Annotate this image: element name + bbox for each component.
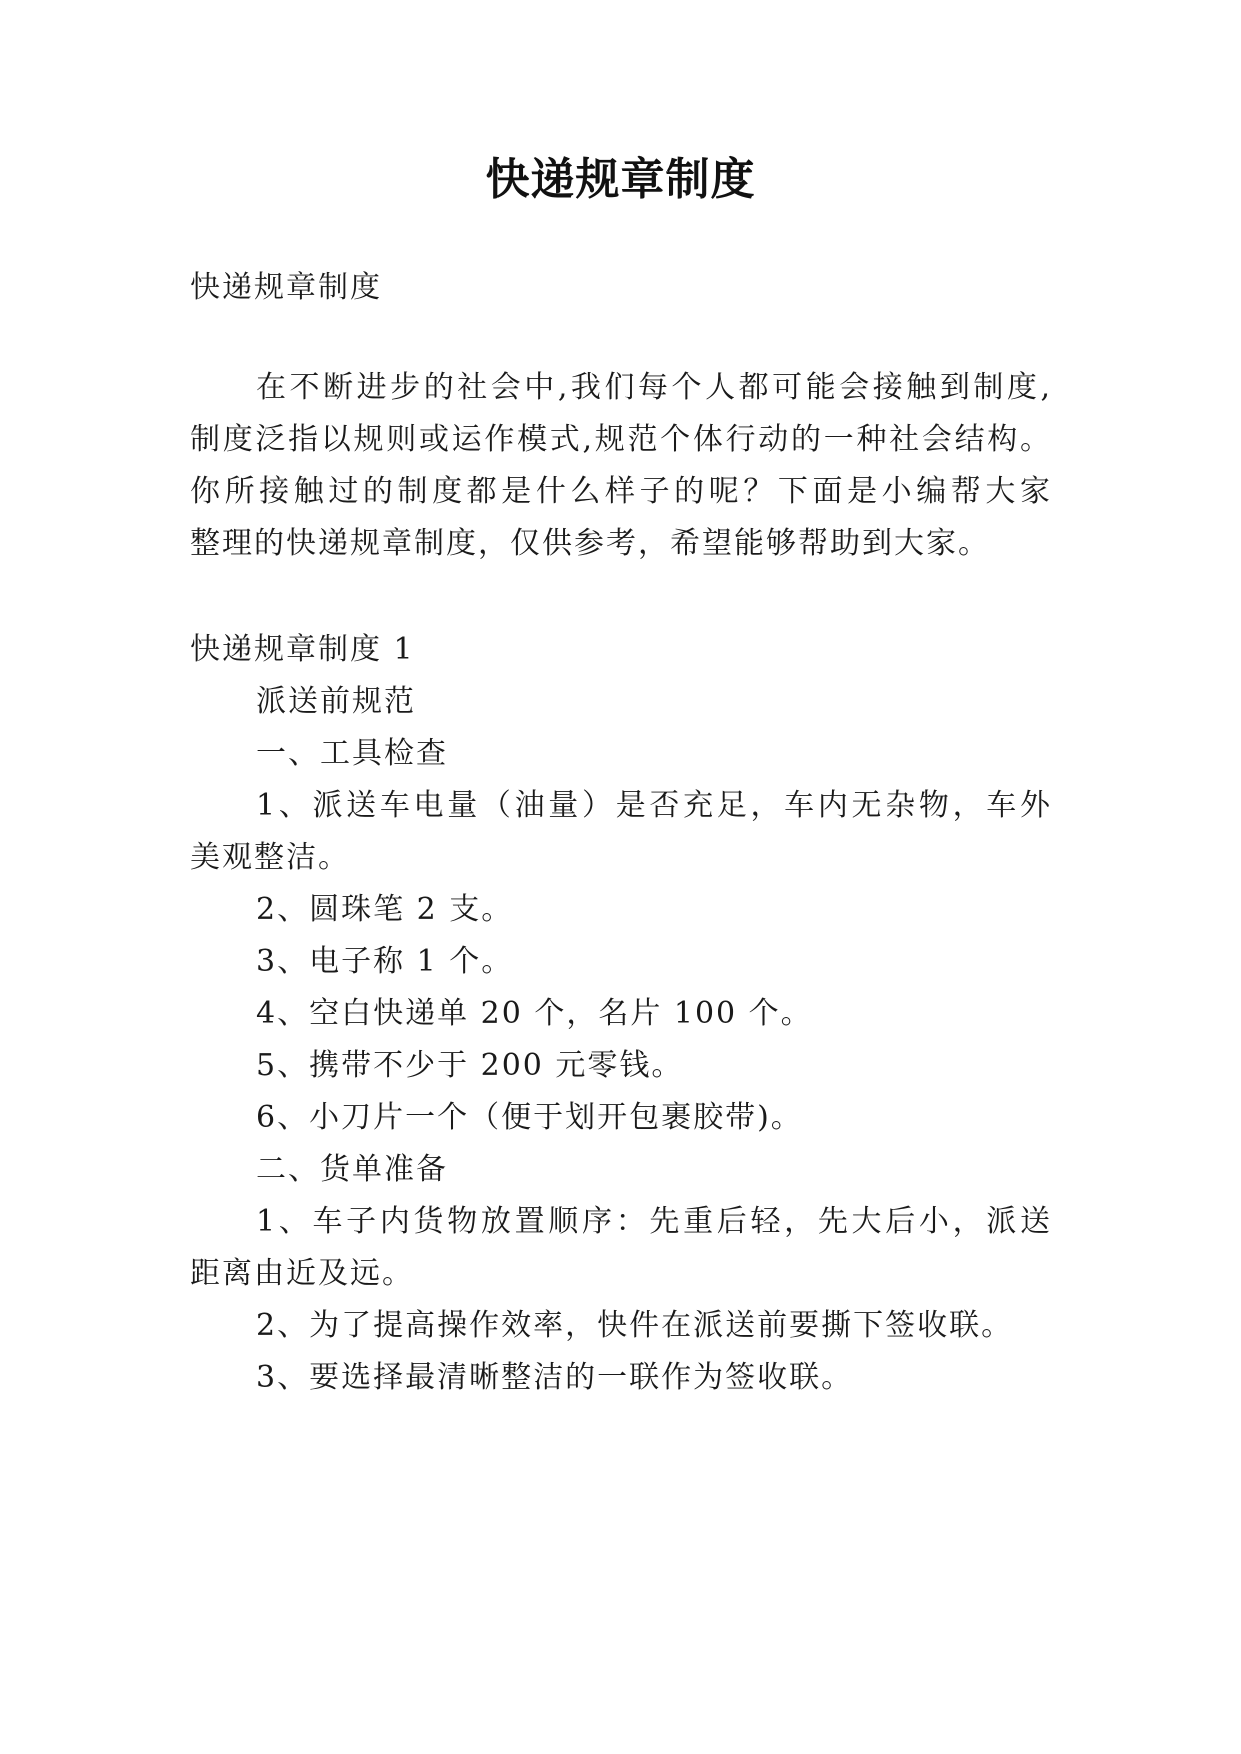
intro-line-2: 制度泛指以规则或运作模式,规范个体行动的一种社会结构。 xyxy=(190,422,1052,457)
part1-title: 一、工具检查 xyxy=(256,736,448,771)
intro-line-3: 你所接触过的制度都是什么样子的呢？下面是小编帮大家 xyxy=(190,474,1052,509)
section-heading: 派送前规范 xyxy=(256,684,416,719)
list-item-6: 6、小刀片一个（便于划开包裹胶带)。 xyxy=(256,1100,803,1135)
part2-item-3: 3、要选择最清晰整洁的一联作为签收联。 xyxy=(256,1360,854,1395)
intro-line-1: 在不断进步的社会中,我们每个人都可能会接触到制度, xyxy=(256,370,1052,405)
part2-item-1-line-2: 距离由近及远。 xyxy=(190,1256,414,1291)
list-item-2: 2、圆珠笔 2 支。 xyxy=(256,892,514,927)
document-title: 快递规章制度 xyxy=(485,154,756,205)
section-title: 快递规章制度 1 xyxy=(190,632,415,667)
list-item-5: 5、携带不少于 200 元零钱。 xyxy=(256,1048,684,1083)
part2-title: 二、货单准备 xyxy=(256,1152,448,1187)
part2-item-1-line-1: 1、车子内货物放置顺序：先重后轻，先大后小，派送 xyxy=(256,1204,1052,1239)
intro-line-4: 整理的快递规章制度，仅供参考，希望能够帮助到大家。 xyxy=(190,526,990,561)
subtitle: 快递规章制度 xyxy=(190,270,382,305)
list-item-1-line-2: 美观整洁。 xyxy=(190,840,350,875)
list-item-1-line-1: 1、派送车电量（油量）是否充足，车内无杂物，车外 xyxy=(256,788,1052,823)
part2-item-2: 2、为了提高操作效率，快件在派送前要撕下签收联。 xyxy=(256,1308,1014,1343)
list-item-3: 3、电子称 1 个。 xyxy=(256,944,514,979)
list-item-4: 4、空白快递单 20 个，名片 100 个。 xyxy=(256,996,813,1031)
